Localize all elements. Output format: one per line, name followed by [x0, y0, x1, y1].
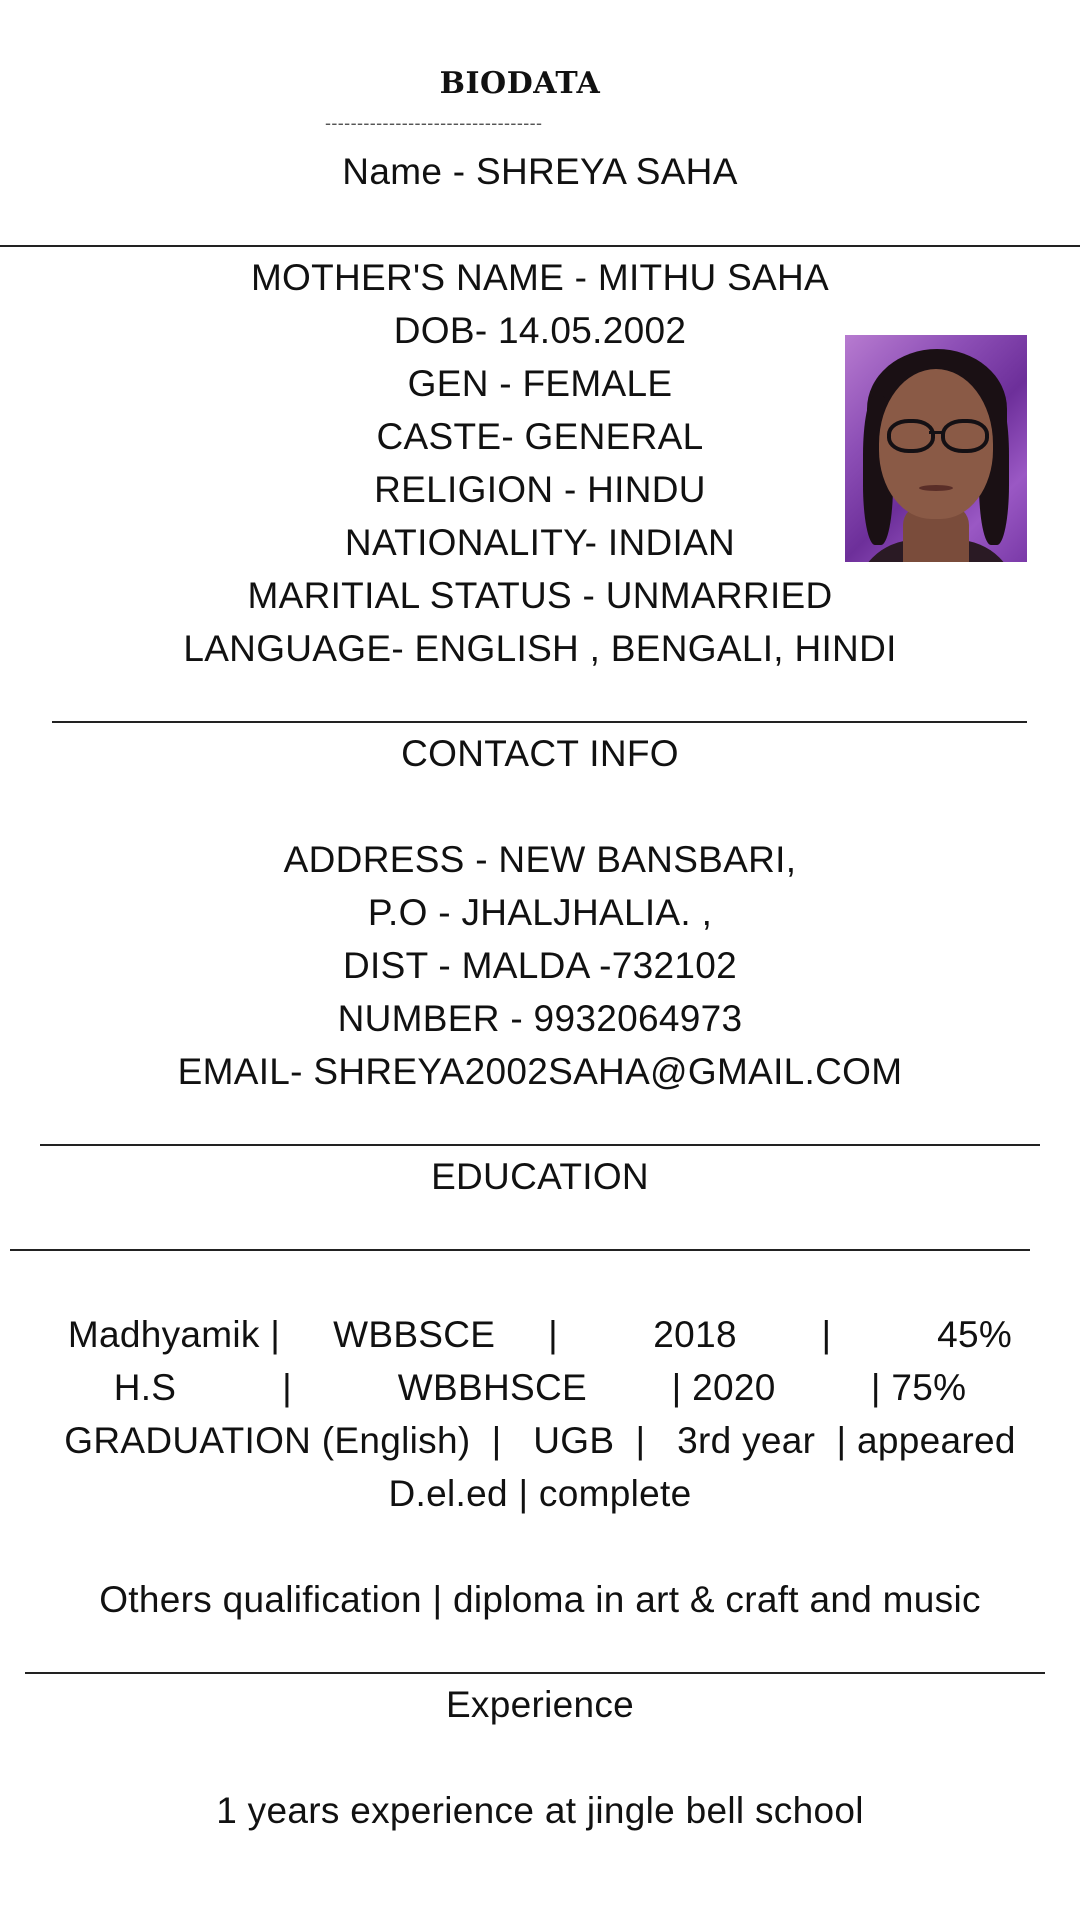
document-title: BIODATA [439, 66, 601, 101]
profile-photo [845, 335, 1027, 562]
experience-heading: Experience [445, 1684, 635, 1725]
post-office: P.O - JHALJHALIA. , [367, 892, 713, 933]
gender: GEN - FEMALE [407, 363, 673, 404]
divider-rule [40, 1144, 1040, 1146]
other-qualification: Others qualification | diploma in art & craft and music [99, 1579, 981, 1620]
title-dash-divider: ---------------------------------- [325, 113, 543, 133]
divider-rule [10, 1249, 1030, 1251]
education-heading: EDUCATION [431, 1156, 649, 1197]
phone-number: NUMBER - 9932064973 [337, 998, 743, 1039]
education-row-madhyamik: Madhyamik | WBBSCE | 2018 | 45% [67, 1314, 1013, 1355]
contact-heading: CONTACT INFO [401, 733, 679, 774]
address: ADDRESS - NEW BANSBARI, [283, 839, 797, 880]
divider-rule [25, 1672, 1045, 1674]
date-of-birth: DOB- 14.05.2002 [393, 310, 687, 351]
religion: RELIGION - HINDU [374, 469, 706, 510]
marital-status: MARITIAL STATUS - UNMARRIED [247, 575, 833, 616]
caste: CASTE- GENERAL [376, 416, 704, 457]
languages: LANGUAGE- ENGLISH , BENGALI, HINDI [183, 628, 897, 669]
nationality: NATIONALITY- INDIAN [344, 522, 736, 563]
divider-rule [52, 721, 1027, 723]
name-line: Name - SHREYA SAHA [342, 151, 738, 192]
divider-rule [0, 245, 1080, 247]
education-row-graduation: GRADUATION (English) | UGB | 3rd year | appeared [64, 1420, 1016, 1461]
experience-detail: 1 years experience at jingle bell school [216, 1790, 864, 1831]
district: DIST - MALDA -732102 [343, 945, 737, 986]
email: EMAIL- SHREYA2002SAHA@GMAIL.COM [177, 1051, 903, 1092]
education-row-hs: H.S | WBBHSCE | 2020 | 75% [113, 1367, 967, 1408]
education-row-deled: D.el.ed | complete [388, 1473, 692, 1514]
mother-name: MOTHER'S NAME - MITHU SAHA [250, 257, 830, 298]
